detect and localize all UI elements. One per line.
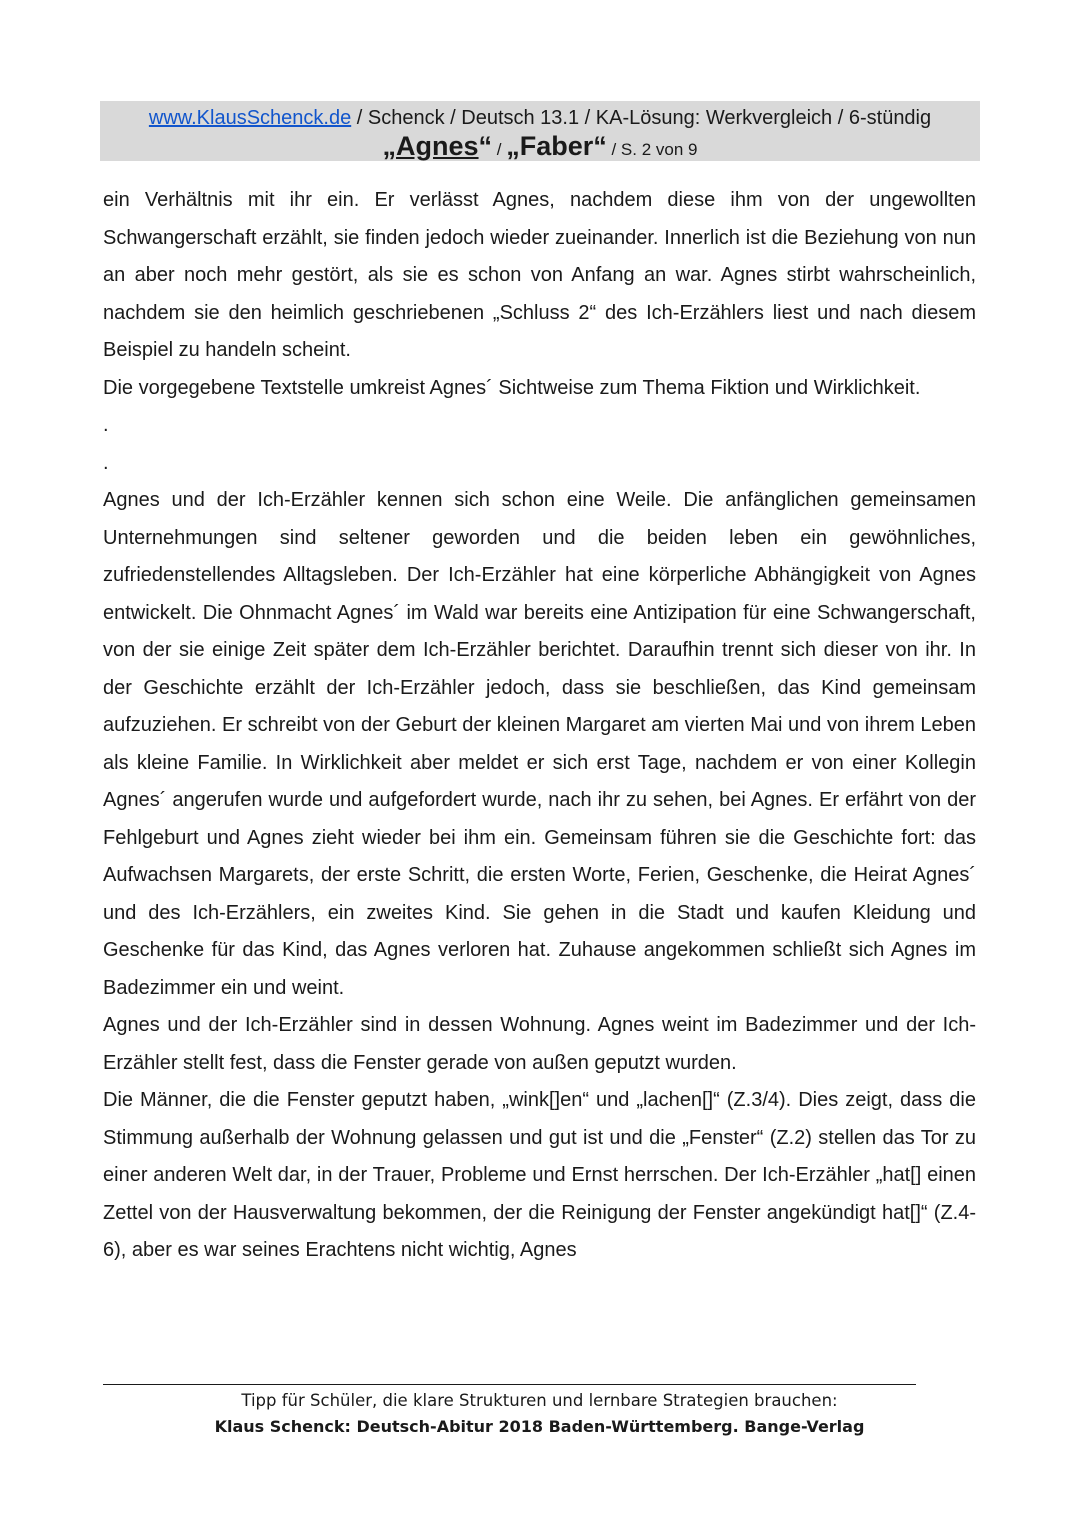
paragraph: Die Männer, die die Fenster geputzt haben, „wink[]en“ und „lachen[]“ (Z.3/4). Dies zeigt, dass die Stimmung außerhalb der Wohnung gelassen und gut ist und die „Fenster“ (Z.2) stellen das Tor zu einer anderen Welt dar, in der Trauer, Probleme und Ernst herrschen. Der Ich-Erzähler „hat[] einen Zettel von der Hausverwaltung bekommen, der die Reinigung der Fenster angekündigt hat[]“ (Z.4-6), aber es war seines Erachtens nicht wichtig, Agnes [103,1089,976,1261]
footer-book-reference: Klaus Schenck: Deutsch-Abitur 2018 Baden-Württemberg. Bange-Verlag [214,1417,865,1436]
page-number: / S. 2 von 9 [606,140,698,159]
title-open-quote: „ [382,131,397,161]
website-link[interactable]: www.KlausSchenck.de [148,107,352,129]
paragraph: ein Verhältnis mit ihr ein. Er verlässt Agnes, nachdem diese ihm von der ungewollten Schwangerschaft erzählt, sie finden jedoch wieder zueinander. Innerlich ist die Beziehung von nun an aber noch mehr gestört, als sie es schon von Anfang an war. Agnes stirbt wahrscheinlich, nachdem sie den heimlich geschriebenen „Schluss 2“ des Ich-Erzählers liest und nach diesem Beispiel zu handeln scheint. [103,189,976,361]
paragraph-ellipsis: . [103,414,109,436]
title-faber: „Faber“ [506,131,607,161]
footer-divider [103,1384,916,1385]
title-agnes: Agnes [396,131,479,161]
document-body [103,182,976,1270]
paragraph: Die vorgegebene Textstelle umkreist Agnes´ Sichtweise zum Thema Fiktion und Wirklichkeit. [103,376,921,399]
paragraph: Agnes und der Ich-Erzähler kennen sich schon eine Weile. Die anfänglichen gemeinsamen Unternehmungen sind seltener geworden und die beiden leben ein gewöhnliches, zufriedenstellendes Alltagsleben. Der Ich-Erzähler hat eine körperliche Abhängigkeit von Agnes entwickelt. Die Ohnmacht Agnes´ im Wald war bereits eine Antizipation für eine Schwangerschaft, von der sie einige Zeit später dem Ich-Erzähler berichtet. Daraufhin trennt sich dieser von ihr. In der Geschichte erzählt der Ich-Erzähler jedoch, dass sie beschließen, das Kind gemeinsam aufzuziehen. Er schreibt von der Geburt der kleinen Margaret am vierten Mai und von ihrem Leben als kleine Familie. In Wirklichkeit aber meldet er sich erst Tage, nachdem er von einer Kollegin Agnes´ angerufen wurde und aufgefordert wurde, nach ihr zu sehen, bei Agnes. Er erfährt von der Fehlgeburt und Agnes zieht wieder bei ihm ein. Gemeinsam führen sie die Geschichte fort: das Aufwachsen Margarets, der erste Schritt, die ersten Worte, Ferien, Geschenke, die Heirat Agnes´ und des Ich-Erzählers, ein zweites Kind. Sie gehen in die Stadt und kaufen Kleidung und Geschenke für das Kind, das Agnes verloren hat. Zuhause angekommen schließt sich Agnes im Badezimmer ein und weint. [103,489,976,999]
header-title-line [100,133,980,163]
title-close-quote: “ [478,131,493,161]
paragraph: Agnes und der Ich-Erzähler sind in dessen Wohnung. Agnes weint im Badezimmer und der Ich-Erzähler stellt fest, dass die Fenster gerade von außen geputzt wurden. [103,1014,976,1074]
page-header [100,101,980,161]
header-meta-line [100,101,980,133]
paragraph-ellipsis: . [103,451,109,474]
footer-tip: Tipp für Schüler, die klare Strukturen und lernbare Strategien brauchen: [241,1391,838,1410]
header-meta: / Schenck / Deutsch 13.1 / KA-Lösung: Werkvergleich / 6-stündig [351,107,932,129]
title-separator: / [492,140,507,159]
page-footer [103,1388,976,1440]
